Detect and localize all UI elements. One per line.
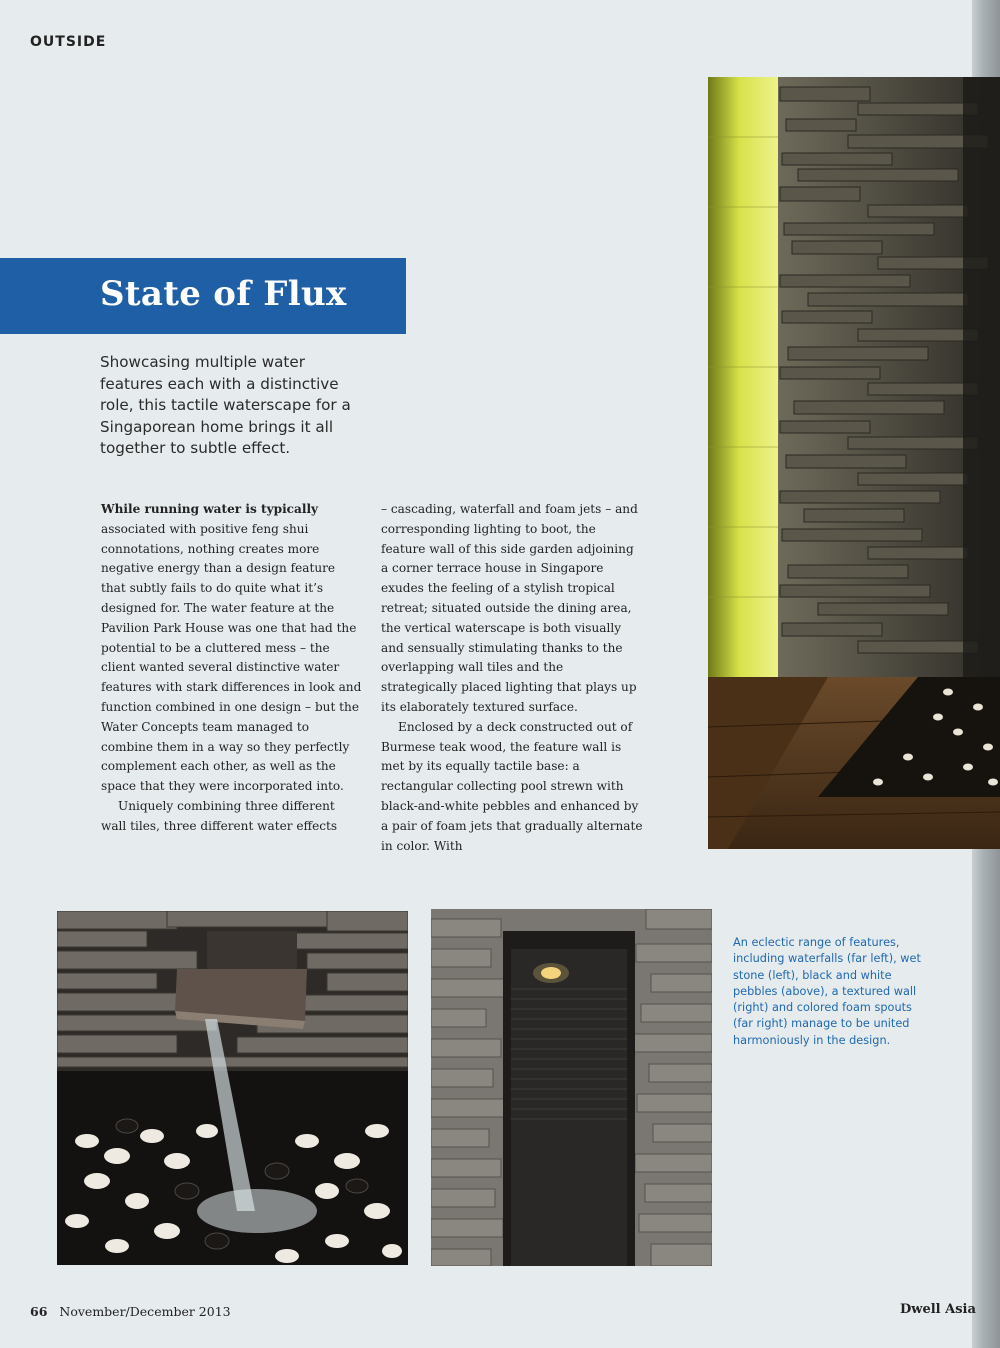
feature-wall-photo: [708, 77, 1000, 849]
body-paragraph: Uniquely combining three different wall tiles, three different water effects: [101, 798, 338, 833]
standfirst: Showcasing multiple water features each with a distinctive role, this tactile waterscape for a Singaporean home brings it all together to subtle effect.: [100, 353, 351, 457]
body-paragraph: [101, 500, 363, 797]
section-label: OUTSIDE: [30, 34, 107, 50]
magazine-name: Dwell Asia: [900, 1302, 976, 1317]
body-text: associated with positive feng shui connotations, nothing creates more negative energy than a design feature that subtly fails to do quite what it’s designed for. The water feature at the Pavilion Park House was one that had the potential to be a cluttered mess – the client wanted several distinctive water features with stark differences in look and function combined in one design – but the Water Concepts team managed to combine them in a way so they perfectly complement each other, as well as the space that they were incorporated into.: [101, 521, 362, 794]
body-paragraph: Enclosed by a deck constructed out of Burmese teak wood, the feature wall is met by its equally tactile base: a rectangular collecting pool strewn with black-and-white pebbles and enhanced by a pair of foam jets that gradually alternate in color. With: [381, 719, 643, 853]
page-number: 66: [30, 1304, 48, 1319]
lead-in: While running water is typically: [101, 502, 319, 516]
waterfall-photo: [57, 911, 408, 1265]
article-title: State of Flux: [100, 274, 347, 314]
footer-folio: [30, 1304, 231, 1319]
body-column-left: [101, 500, 363, 837]
textured-wall-photo: [431, 909, 712, 1266]
issue-date: November/December 2013: [59, 1304, 231, 1319]
title-band: [0, 258, 406, 334]
body-paragraph: – cascading, waterfall and foam jets – and corresponding lighting to boot, the feature wall of this side garden adjoining a corner terrace house in Singapore exudes the feeling of a stylish tropical retreat; situated outside the dining area, the vertical waterscape is both visually and sensually stimulating thanks to the overlapping wall tiles and the strategically placed lighting that plays up its elaborately textured surface.: [381, 502, 638, 714]
body-column-right: [381, 500, 643, 856]
photo-caption: An eclectic range of features, including waterfalls (far left), wet stone (left), black and white pebbles (above), a textured wall (right) and colored foam spouts (far right) manage to be united harmoniously in the design.: [733, 936, 921, 1047]
